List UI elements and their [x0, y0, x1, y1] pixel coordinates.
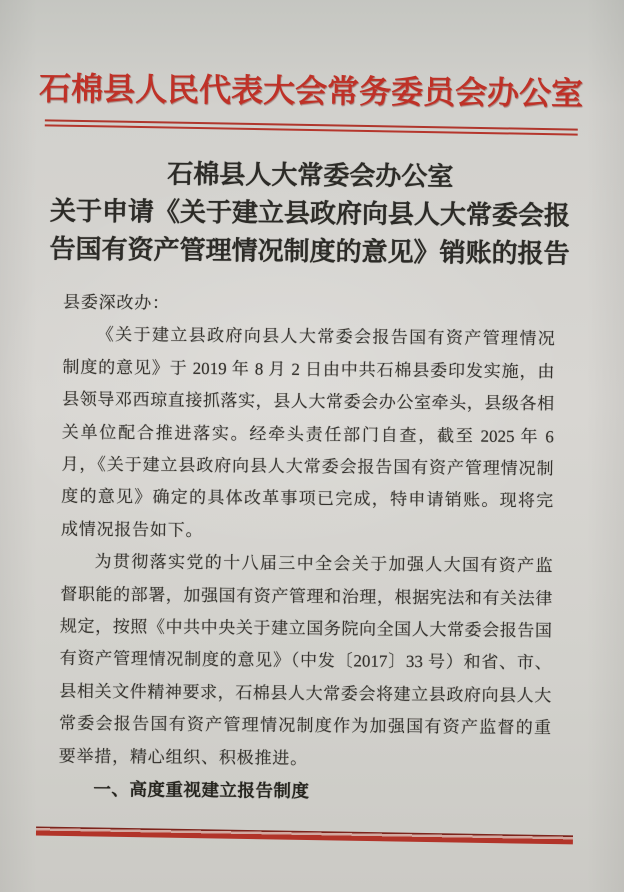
- document-body: [58, 287, 555, 810]
- document-title-line: 告国有资产管理情况制度的意见》销账的报告: [49, 234, 570, 269]
- body-line: 为贯彻落实党的十八届三中全会关于加强人大国有资产监: [94, 552, 553, 576]
- page-bottom-red-bar: [36, 827, 573, 845]
- body-line: 县领导邓西琼直接抓落实，县人大常委会办公室牵头，县级各相: [62, 389, 555, 414]
- body-line: 督职能的部署，加强国有资产管理和治理，根据宪法和有关法律: [60, 584, 553, 608]
- body-line: 有资产管理情况制度的意见》（中发〔2017〕33 号）和省、市、: [59, 649, 552, 673]
- body-line: 月，《关于建立县政府向县人大常委会报告国有资产管理情况制: [61, 454, 554, 479]
- document-title-line: 关于申请《关于建立县政府向县人大常委会报: [49, 196, 571, 231]
- body-line: 常委会报告国有资产管理情况制度作为加强国有资产监督的重: [58, 713, 552, 738]
- salutation: 县委深改办：: [62, 292, 170, 313]
- body-line: 要举措，精心组织、积极推进。: [58, 746, 309, 768]
- body-line: 《关于建立县政府向县人大常委会报告国有资产管理情况: [96, 325, 555, 349]
- body-line: 度的意见》确定的具体改革事项已完成，特申请销账。现将完: [61, 487, 554, 511]
- body-line: 关单位配合推进落实。经牵头责任部门自查，截至 2025 年 6: [61, 422, 554, 446]
- masthead-title: 石棉县人民代表大会常务委员会办公室: [38, 70, 584, 112]
- masthead-divider-line: [45, 119, 578, 135]
- section-heading: 一、高度重视建立报告制度: [93, 779, 310, 802]
- body-line: 规定，按照《中共中央关于建立国务院向全国人大常委会报告国: [59, 616, 553, 641]
- body-line: 县相关文件精神要求，石棉县人大常委会将建立县政府向县人大: [59, 681, 552, 706]
- body-line: 制度的意见》于 2019 年 8 月 2 日由中共石棉县委印发实施，由: [62, 357, 555, 382]
- body-line: 成情况报告如下。: [60, 519, 204, 540]
- document-title-line: 石棉县人大常委会办公室: [167, 159, 454, 192]
- document-title: [21, 154, 598, 274]
